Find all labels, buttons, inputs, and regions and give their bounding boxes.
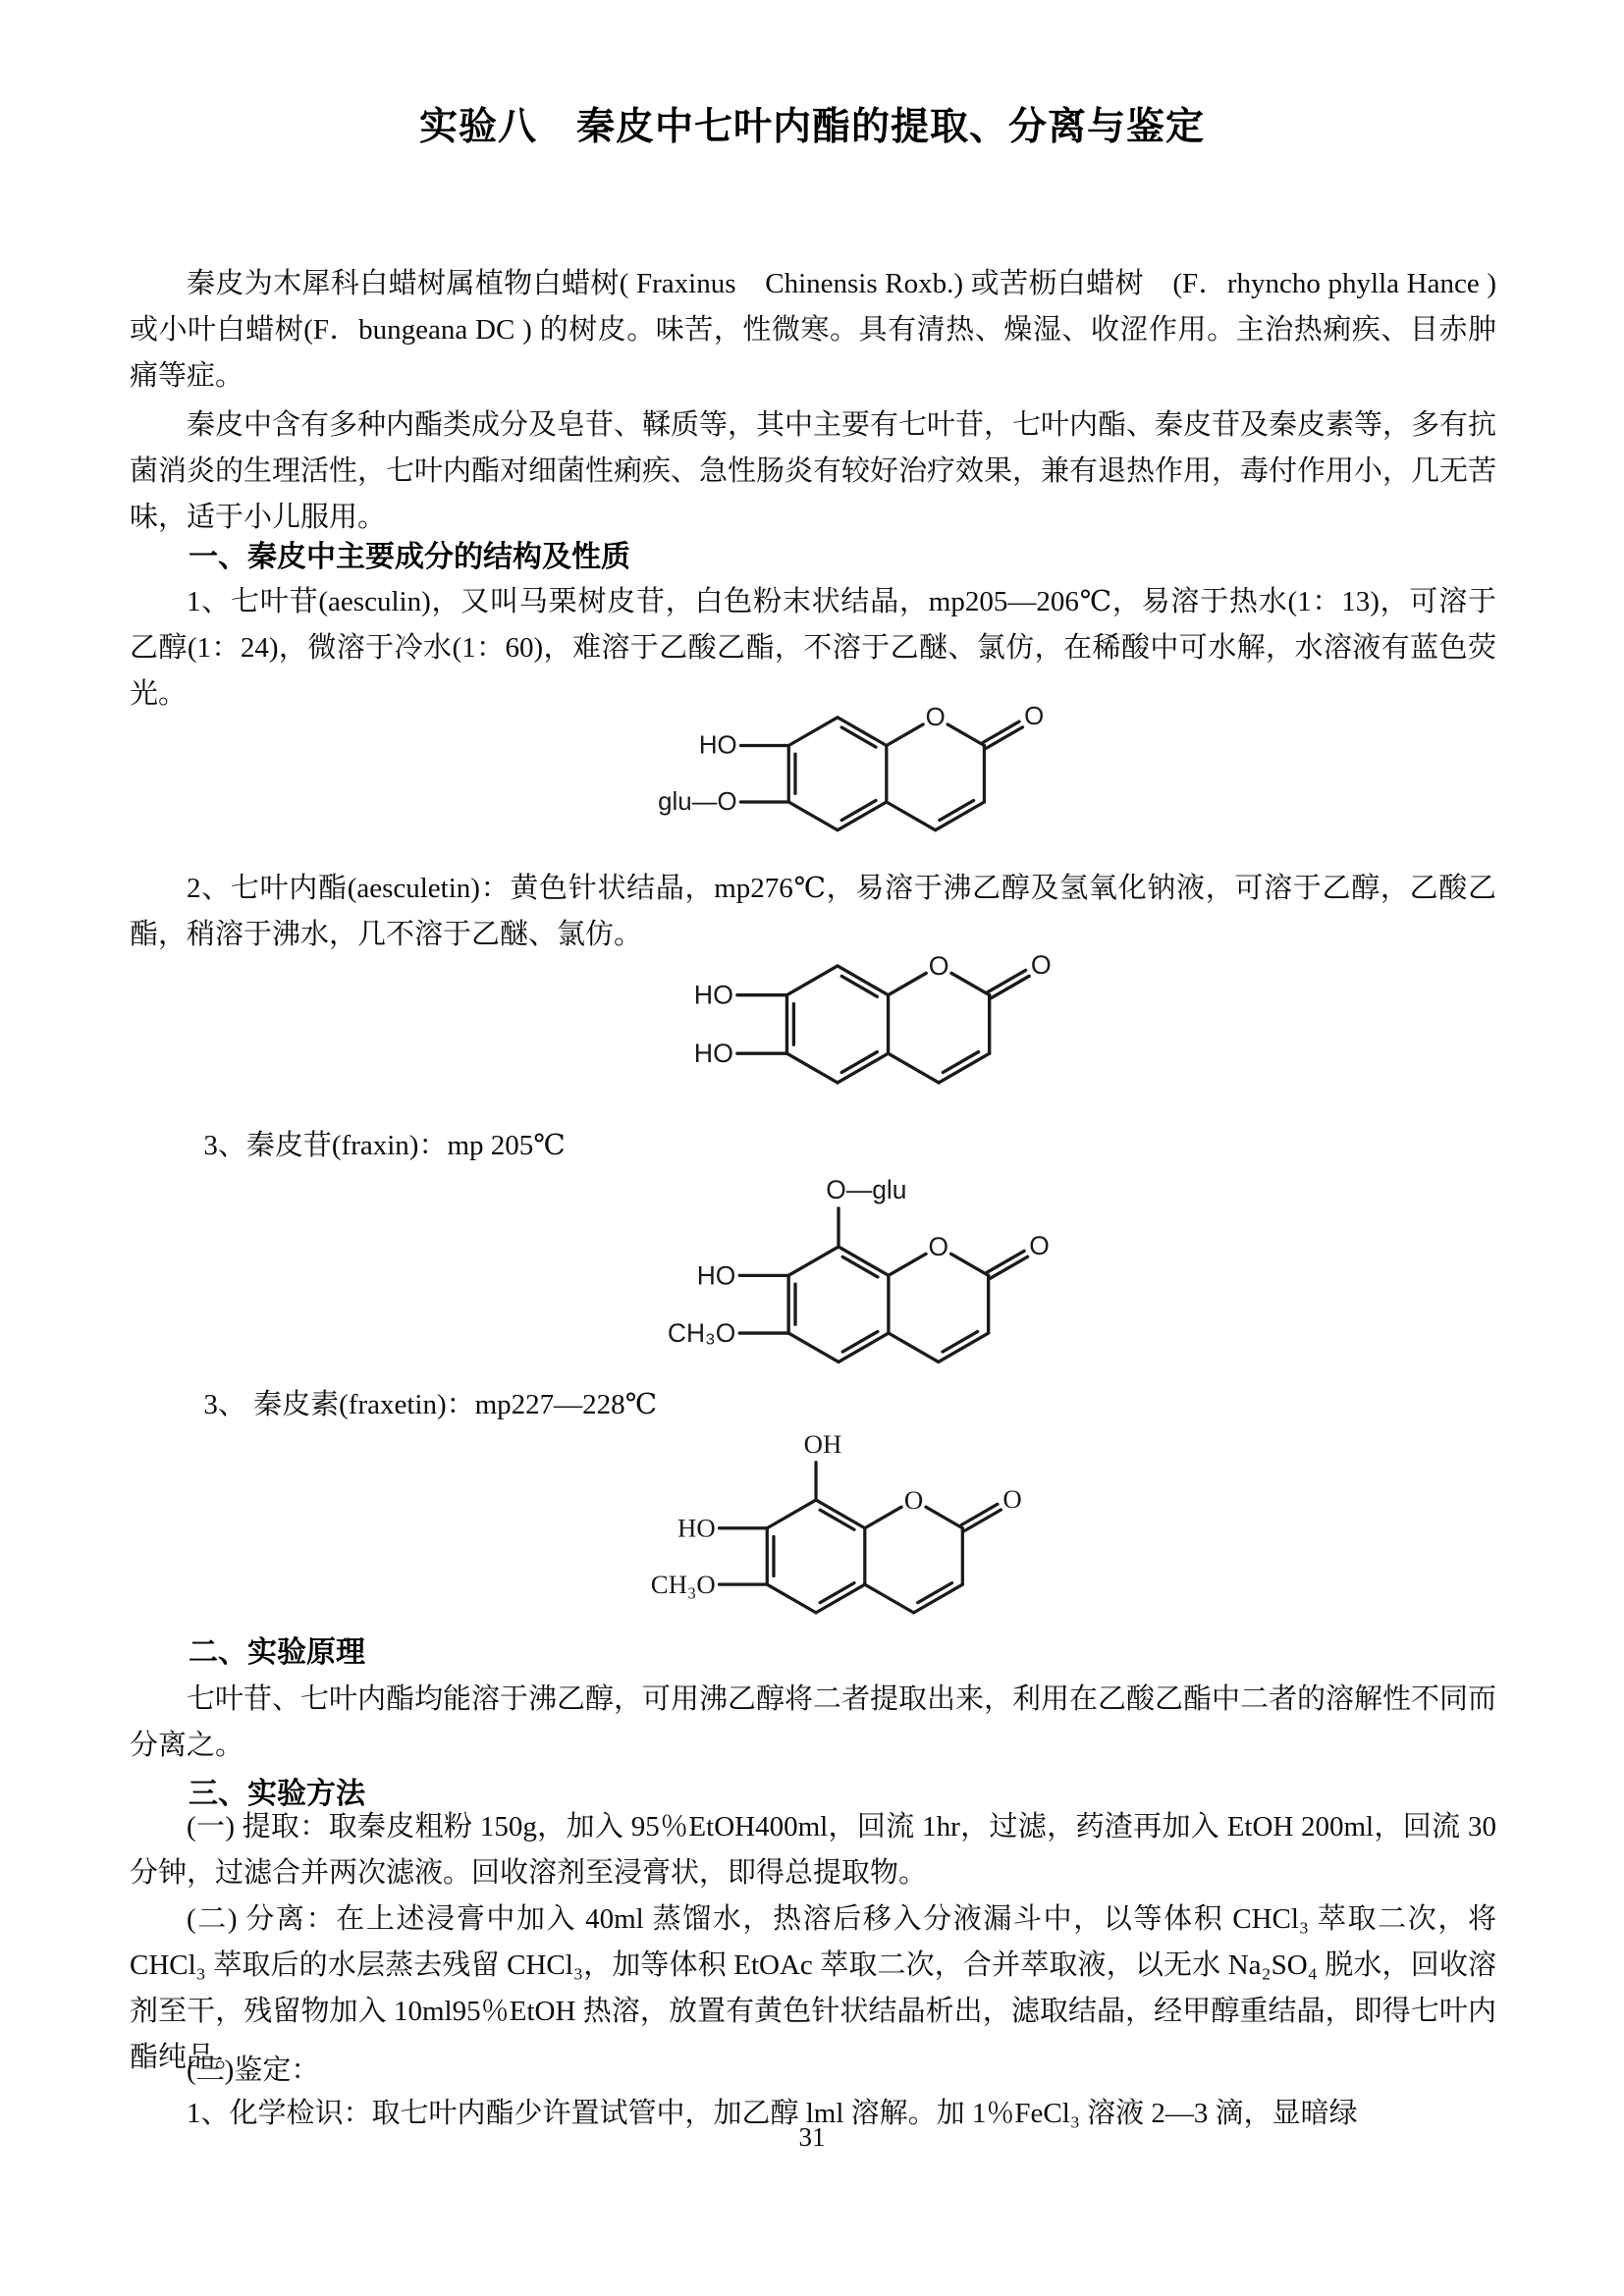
carbonyl-oxygen-label: O <box>1002 1484 1022 1515</box>
paragraph-separation: (二) 分离：在上述浸膏中加入 40ml 蒸馏水，热溶后移入分液漏斗中，以等体积 CHCl₃ 萃取二次，将 CHCl₃ 萃取后的水层蒸去残留 CHCl₃，加等体积 EtOAc 萃取二次，合并萃取液，以无水 Na₂SO₄ 脱水，回收溶剂至干，残留物加入 10ml95％EtOH 热溶，放置有黄色针状结晶析出，滤取结晶，经甲醇重结晶，即得七叶内酯纯品。 <box>130 1903 1496 2073</box>
section-heading-2: 二、实验原理 <box>189 1636 365 1669</box>
paragraph-identification: (三)鉴定： <box>187 2055 320 2086</box>
c7-substituent-label: HO <box>693 980 733 1010</box>
page-number: 31 <box>798 2122 826 2152</box>
section-heading-1: 一、秦皮中主要成分的结构及性质 <box>189 541 630 573</box>
carbonyl-oxygen-label: O <box>1029 1231 1050 1261</box>
paragraph-chemical-test: 1、化学检识：取七叶内酯少许置试管中，加乙醇 lml 溶解。加 1％FeCl₃ 溶液 2—3 滴，显暗绿 <box>187 2098 1358 2129</box>
paragraph-extraction: (一) 提取：取秦皮粗粉 150g，加入 95％EtOH400ml，回流 1hr，过滤，药渣再加入 EtOH 200ml，回流 30 分钟，过滤合并两次滤液。回收溶剂至浸膏状，即得总提取物。 <box>130 1811 1496 1889</box>
c7-substituent-label: HO <box>677 1513 716 1543</box>
carbonyl-oxygen-label: O <box>1024 702 1045 730</box>
c8-substituent-label: OH <box>803 1429 842 1460</box>
section-heading-3: 三、实验方法 <box>189 1778 365 1810</box>
c7-substituent-label: HO <box>696 1260 736 1291</box>
paragraph-aesculetin: 2、七叶内酯(aesculetin)：黄色针状结晶，mp276℃，易溶于沸乙醇及氢氧化钠液，可溶于乙醇，乙酸乙酯，稍溶于沸水，几不溶于乙醚、氯仿。 <box>130 873 1496 950</box>
caption-fraxin: 3、秦皮苷(fraxin)：mp 205℃ <box>203 1130 566 1161</box>
c6-substituent-label: CH₃O <box>667 1318 736 1349</box>
paragraph-principle: 七叶苷、七叶内酯均能溶于沸乙醇，可用沸乙醇将二者提取出来，利用在乙酸乙酯中二者的溶解性不同而分离之。 <box>130 1683 1497 1761</box>
aesculin-structure-diagram <box>617 687 1060 849</box>
fraxetin-structure-diagram <box>595 1414 1039 1631</box>
c6-substituent-label: CH₃O <box>650 1570 716 1600</box>
page-title: 实验八 秦皮中七叶内酯的提取、分离与鉴定 <box>418 106 1205 148</box>
paragraph-intro-1: 秦皮为木犀科白蜡树属植物白蜡树( Fraxinus Chinensis Roxb.) 或苦枥白蜡树 (F．rhyncho phylla Hance ) 或小叶白蜡树(F．bungeana DC ) 的树皮。味苦，性微寒。具有清热、燥湿、收涩作用。主治热痢疾、目赤肿痛等症。 <box>130 268 1496 392</box>
c8-substituent-label: O—glu <box>826 1175 907 1205</box>
c7-substituent-label: HO <box>698 731 737 760</box>
carbonyl-oxygen-label: O <box>1030 949 1052 980</box>
caption-fraxetin: 3、 秦皮素(fraxetin)：mp227—228℃ <box>203 1389 658 1420</box>
ring-oxygen-label: O <box>925 703 946 731</box>
paragraph-aesculin: 1、七叶苷(aesculin)，又叫马栗树皮苷，白色粉末状结晶，mp205—206℃，易溶于热水(1：13)，可溶于乙醇(1：24)，微溶于冷水(1：60)，难溶于乙酸乙酯，不溶于乙醚、氯仿，在稀酸中可水解，水溶液有蓝色荧光。 <box>130 586 1496 710</box>
ring-oxygen-label: O <box>903 1485 924 1516</box>
aesculetin-structure-diagram <box>609 934 1068 1102</box>
ring-oxygen-label: O <box>928 1232 949 1262</box>
paragraph-intro-2: 秦皮中含有多种内酯类成分及皂苷、鞣质等，其中主要有七叶苷，七叶内酯、秦皮苷及秦皮素等，多有抗菌消炎的生理活性，七叶内酯对细菌性痢疾、急性肠炎有较好治疗效果，兼有退热作用，毒付作用小，几无苦味，适于小儿服用。 <box>130 409 1497 533</box>
c6-substituent-label: HO <box>693 1039 733 1069</box>
c6-substituent-label: glu—O <box>658 787 737 816</box>
ring-oxygen-label: O <box>928 950 949 981</box>
fraxin-structure-diagram <box>613 1158 1066 1381</box>
